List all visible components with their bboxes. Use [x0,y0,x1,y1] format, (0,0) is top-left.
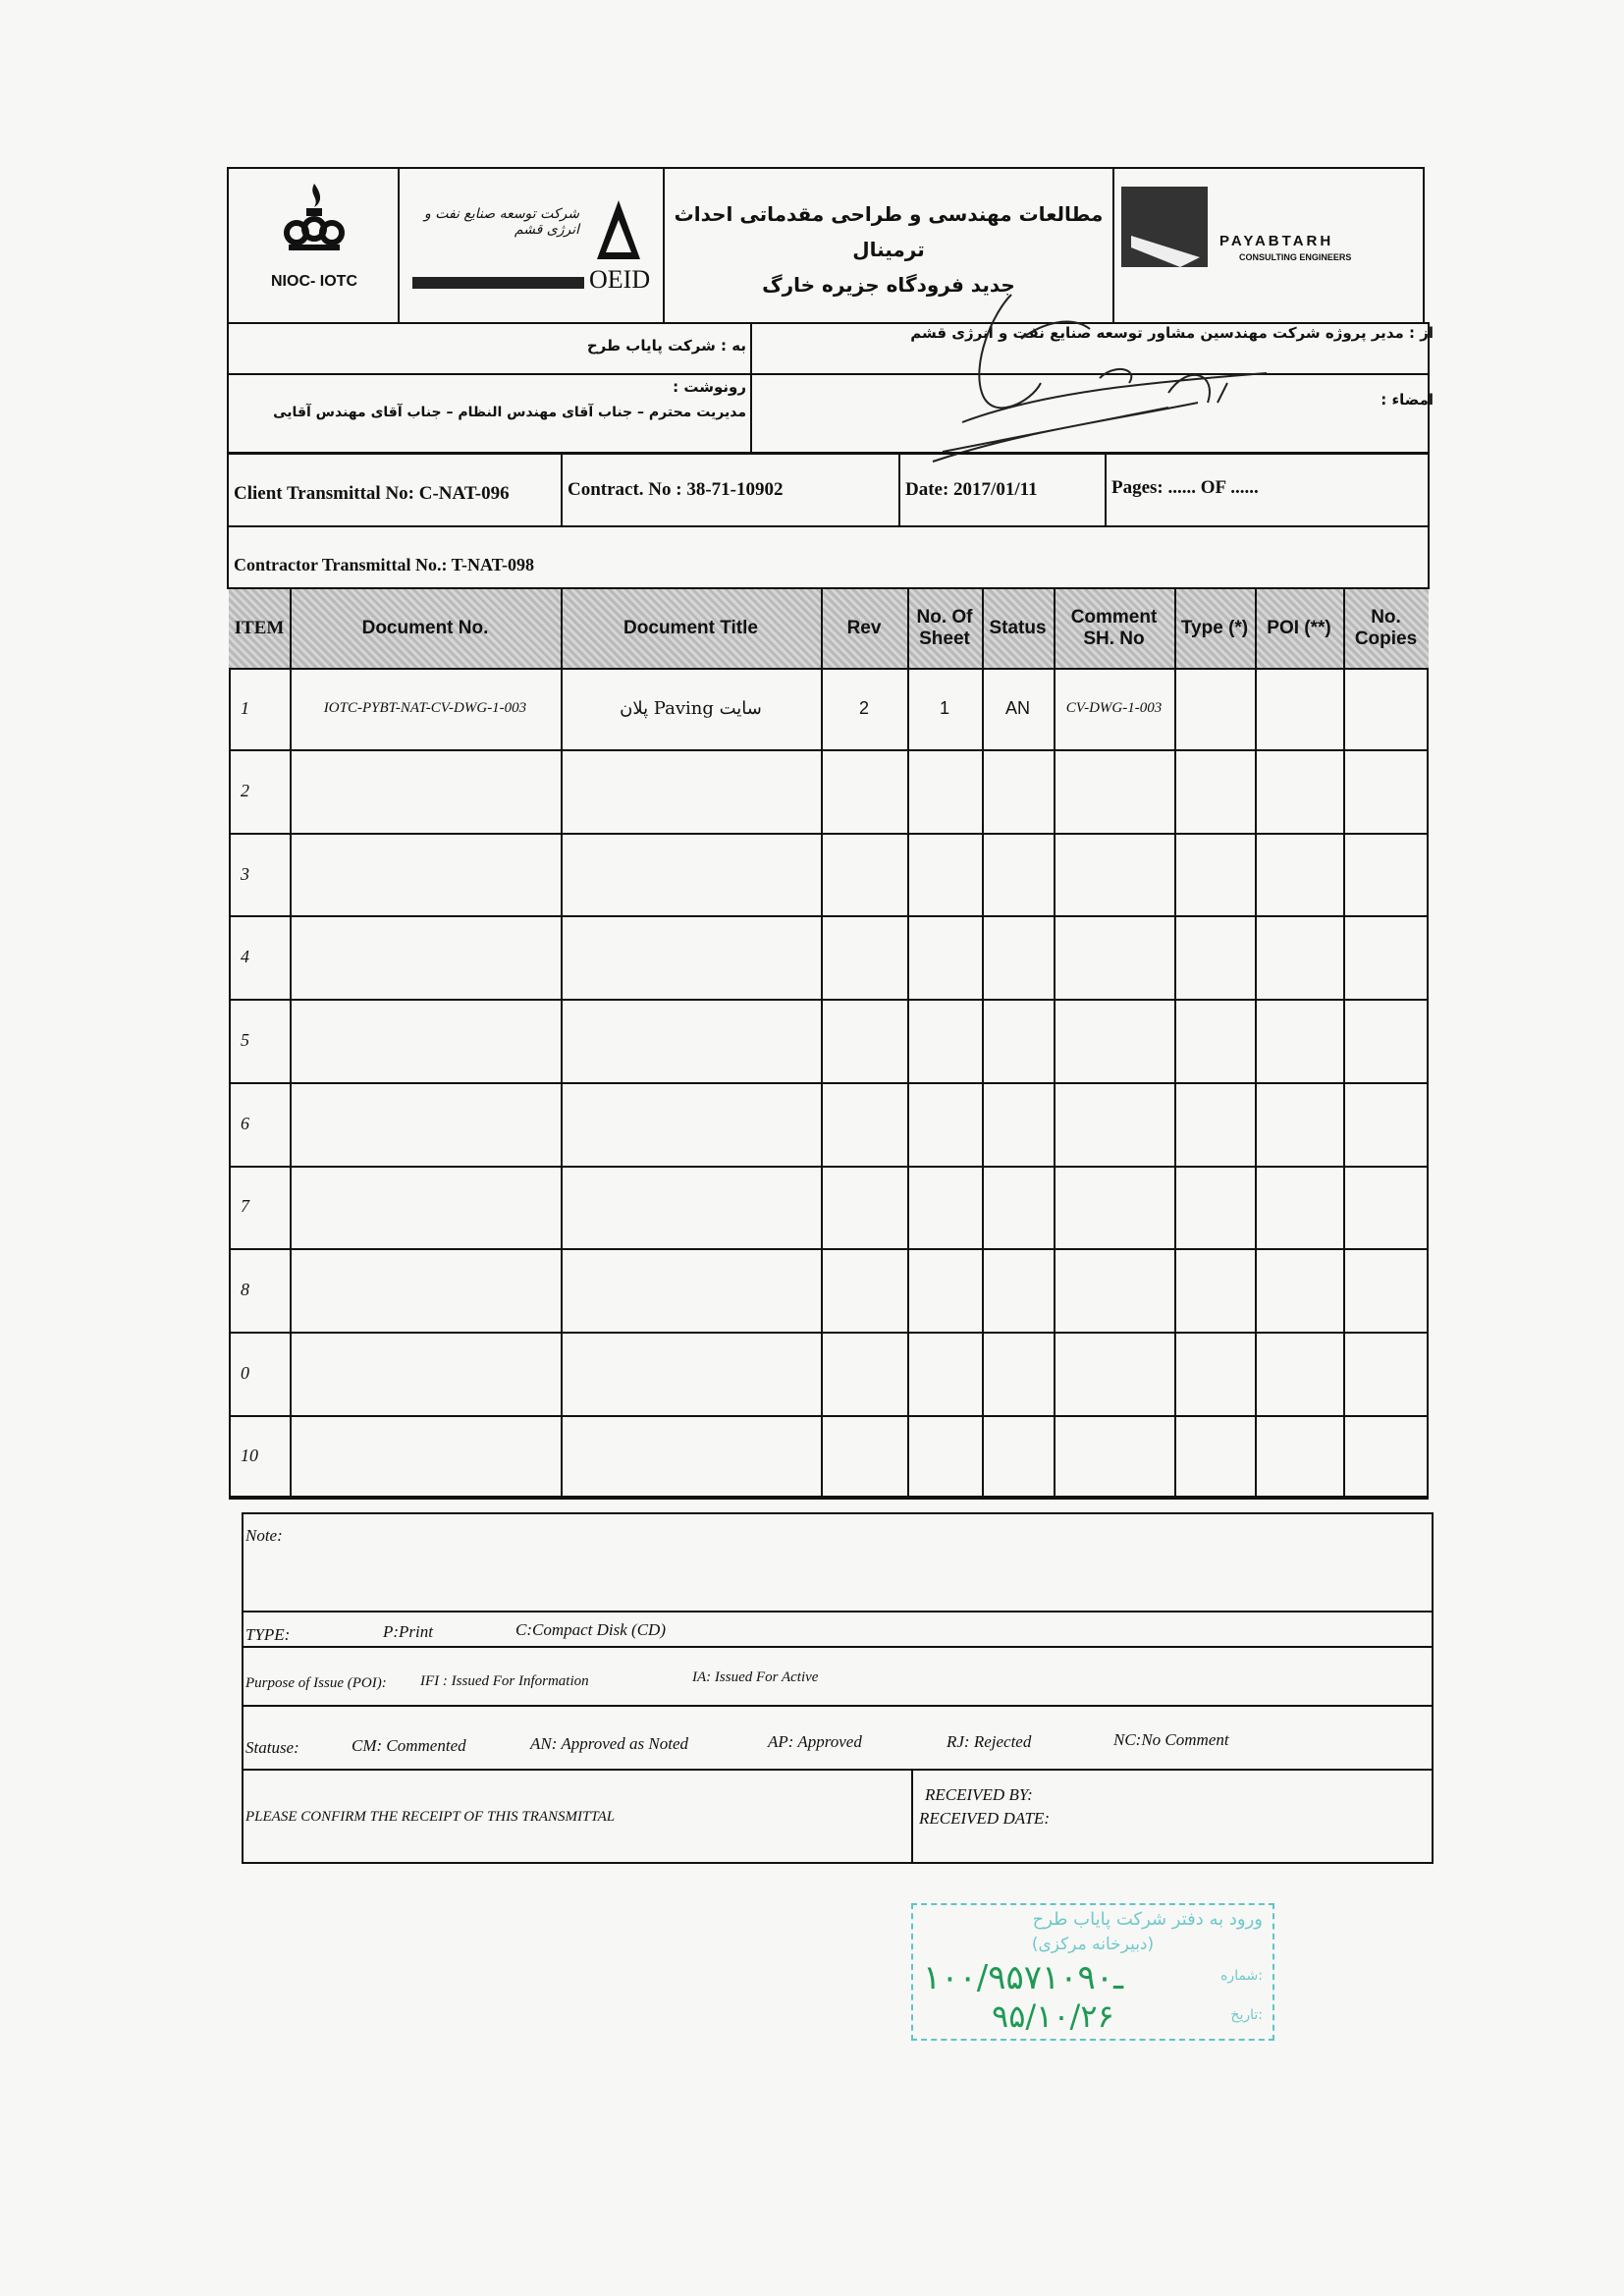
table-cell-document-title [561,833,821,916]
table-cell-comment-sheet-no [1054,833,1174,916]
table-cell-no-copies [1343,1248,1429,1332]
table-cell-no-of-sheet [907,1248,982,1332]
table-cell-poi [1255,999,1343,1082]
table-cell-no-copies [1343,999,1429,1082]
table-cell-document-title [561,1415,821,1499]
from-field: از : مدیر پروژه شرکت مهندسین مشاور توسعه صنایع نفت و انرژی قشم [910,324,1434,342]
table-cell-item: 0 [241,1362,249,1383]
table-cell-item: 1 [241,698,249,718]
table-cell-status [982,999,1054,1082]
status-an: AN: Approved as Noted [530,1734,689,1753]
table-cell-no-copies [1343,1415,1429,1499]
table-cell-type [1174,1248,1255,1332]
table-cell-document-no [290,1248,561,1332]
table-cell-item: 7 [241,1196,249,1217]
table-cell-document-no [290,999,561,1082]
table-cell-no-of-sheet [907,1082,982,1166]
table-cell-type [1174,1082,1255,1166]
received-by: RECEIVED BY: [925,1785,1033,1804]
table-cell-status [982,1082,1054,1166]
table-cell-poi [1255,1415,1343,1499]
cc-label: رونوشت : [673,378,746,396]
to-field: به : شرکت پایاب طرح [586,337,746,355]
project-title-line2: جدید فرودگاه جزیره خارگ [762,273,1015,297]
table-cell-document-no: IOTC-PYBT-NAT-CV-DWG-1-003 [323,700,527,716]
table-cell-no-of-sheet [907,999,982,1082]
column-header-type: Type (*) [1174,589,1255,668]
payabtarh-mark-icon [1121,187,1208,267]
table-cell-document-title [561,749,821,833]
table-cell-type [1174,749,1255,833]
stamp-date-label: تاریخ: [1230,2007,1263,2023]
type-print: P:Print [383,1622,433,1641]
poi-ifi: IFI : Issued For Information [420,1673,589,1689]
column-header-document-no: Document No. [290,589,561,668]
poi-ia: IA: Issued For Active [692,1669,819,1685]
table-cell-rev [821,999,907,1082]
table-cell-comment-sheet-no [1054,999,1174,1082]
nioc-logo-caption: NIOC- IOTC [271,273,357,290]
table-cell-item: 4 [241,947,249,967]
status-cm: CM: Commented [352,1736,466,1755]
table-cell-document-title [561,1332,821,1415]
table-cell-status [982,1166,1054,1249]
contractor-transmittal-no: Contractor Transmittal No.: T-NAT-098 [234,555,534,574]
table-cell-rev [821,1166,907,1249]
status-rj: RJ: Rejected [947,1732,1032,1751]
table-cell-poi [1255,1082,1343,1166]
table-cell-comment-sheet-no [1054,1415,1174,1499]
received-date: RECEIVED DATE: [919,1809,1050,1828]
table-cell-poi [1255,668,1343,749]
table-cell-rev [821,749,907,833]
table-cell-no-of-sheet: 1 [939,698,949,718]
table-cell-type [1174,1332,1255,1415]
table-cell-item: 6 [241,1113,249,1133]
table-cell-poi [1255,1332,1343,1415]
table-cell-item: 10 [241,1446,258,1466]
table-cell-item: 5 [241,1029,249,1050]
stamp-line1: ورود به دفتر شرکت پایاب طرح [1032,1909,1263,1930]
table-cell-type [1174,1415,1255,1499]
table-cell-no-copies [1343,1332,1429,1415]
column-header-rev: Rev [821,589,907,668]
table-cell-comment-sheet-no: CV-DWG-1-003 [1065,700,1163,716]
contract-no: Contract. No : 38-71-10902 [568,479,784,500]
table-cell-status: AN [1004,698,1030,718]
table-cell-type [1174,915,1255,999]
table-cell-poi [1255,915,1343,999]
stamp-line2: (دبیرخانه مرکزی) [1031,1935,1155,1954]
table-cell-document-title [561,1166,821,1249]
type-cd: C:Compact Disk (CD) [515,1620,666,1639]
stamp-number-label: شماره: [1220,1968,1263,1984]
table-cell-rev [821,1082,907,1166]
table-cell-rev [821,1415,907,1499]
table-cell-rev: 2 [858,698,869,718]
table-cell-no-copies [1343,749,1429,833]
type-label: TYPE: [245,1625,291,1644]
signature-label: امضاء : [1380,391,1434,409]
table-cell-document-no [290,1332,561,1415]
table-cell-comment-sheet-no [1054,1332,1174,1415]
client-transmittal-no: Client Transmittal No: C-NAT-096 [234,483,510,504]
table-cell-no-of-sheet [907,1332,982,1415]
table-cell-poi [1255,1166,1343,1249]
table-cell-rev [821,915,907,999]
status-nc: NC:No Comment [1113,1730,1229,1749]
table-cell-item: 3 [241,863,249,884]
payabtarh-name: PAYABTARH [1219,233,1334,249]
table-cell-document-no [290,1082,561,1166]
table-cell-status [982,915,1054,999]
table-cell-poi [1255,833,1343,916]
table-cell-document-title [561,1248,821,1332]
table-cell-document-no [290,1415,561,1499]
column-header-document-title: Document Title [561,589,821,668]
table-cell-no-copies [1343,833,1429,916]
table-cell-item: 2 [241,780,249,800]
table-cell-no-of-sheet [907,1166,982,1249]
table-cell-no-copies [1343,1082,1429,1166]
table-cell-comment-sheet-no [1054,749,1174,833]
table-cell-no-of-sheet [907,1415,982,1499]
table-cell-document-no [290,749,561,833]
status-ap: AP: Approved [768,1732,862,1751]
confirm-receipt: PLEASE CONFIRM THE RECEIPT OF THIS TRANSMITTAL [245,1809,616,1825]
table-cell-item: 8 [241,1280,249,1300]
payabtarh-sub: CONSULTING ENGINEERS [1239,252,1352,262]
receipt-stamp [911,1903,1274,2041]
oeid-persian-text: شرکت توسعه صنایع نفت و انرژی قشم [424,206,579,238]
table-cell-document-title [561,999,821,1082]
table-cell-status [982,1415,1054,1499]
transmittal-date: Date: 2017/01/11 [905,479,1038,500]
table-cell-document-title [561,1082,821,1166]
column-header-comment-sheet-no: Comment SH. No [1054,589,1174,668]
table-cell-rev [821,833,907,916]
cc-value: مدیریت محترم – جناب آقای مهندس النظام – جناب آقای مهندس آقایی [273,405,746,420]
column-header-no-copies: No. Copies [1343,589,1429,668]
column-header-status: Status [982,589,1054,668]
table-cell-comment-sheet-no [1054,1248,1174,1332]
table-cell-comment-sheet-no [1054,1082,1174,1166]
table-cell-poi [1255,1248,1343,1332]
pages-count: Pages: ...... OF ...... [1111,477,1259,498]
table-cell-document-no [290,915,561,999]
table-cell-document-title: پلان Paving سایت [620,698,762,719]
table-cell-no-copies [1343,668,1429,749]
table-cell-status [982,1332,1054,1415]
table-cell-no-copies [1343,1166,1429,1249]
table-cell-rev [821,1248,907,1332]
oeid-banner [412,277,584,289]
table-cell-type [1174,999,1255,1082]
column-header-no-of-sheet: No. Of Sheet [907,589,982,668]
stamp-date-value: ۹۵/۱۰/۲۶ [992,1997,1114,2035]
nioc-logo [236,182,393,319]
table-cell-poi [1255,749,1343,833]
table-cell-status [982,833,1054,916]
table-cell-document-title [561,915,821,999]
table-row-divider [229,1498,1429,1500]
project-title-line1: مطالعات مهندسی و طراحی مقدماتی احداث ترمینال [674,202,1104,261]
status-label: Statuse: [245,1738,299,1757]
oeid-drop-icon [594,198,643,267]
table-cell-document-no [290,833,561,916]
table-cell-no-copies [1343,915,1429,999]
note-label: Note: [245,1526,283,1545]
column-header-item: ITEM [229,589,290,668]
table-cell-document-no [290,1166,561,1249]
table-cell-rev [821,1332,907,1415]
table-cell-type [1174,668,1255,749]
table-cell-type [1174,833,1255,916]
table-cell-no-of-sheet [907,915,982,999]
oeid-caption: OEID [589,265,651,294]
poi-label: Purpose of Issue (POI): [245,1675,387,1691]
table-cell-status [982,749,1054,833]
column-header-poi: POI (**) [1255,589,1343,668]
table-cell-comment-sheet-no [1054,1166,1174,1249]
table-cell-comment-sheet-no [1054,915,1174,999]
table-cell-no-of-sheet [907,833,982,916]
nioc-flame-emblem-icon [275,182,353,260]
table-cell-type [1174,1166,1255,1249]
table-cell-status [982,1248,1054,1332]
table-cell-no-of-sheet [907,749,982,833]
stamp-number-value: ۱۰۰/۹۵ـ۷۱۰۹۰ [923,1958,1124,1997]
oeid-logo [373,187,658,304]
